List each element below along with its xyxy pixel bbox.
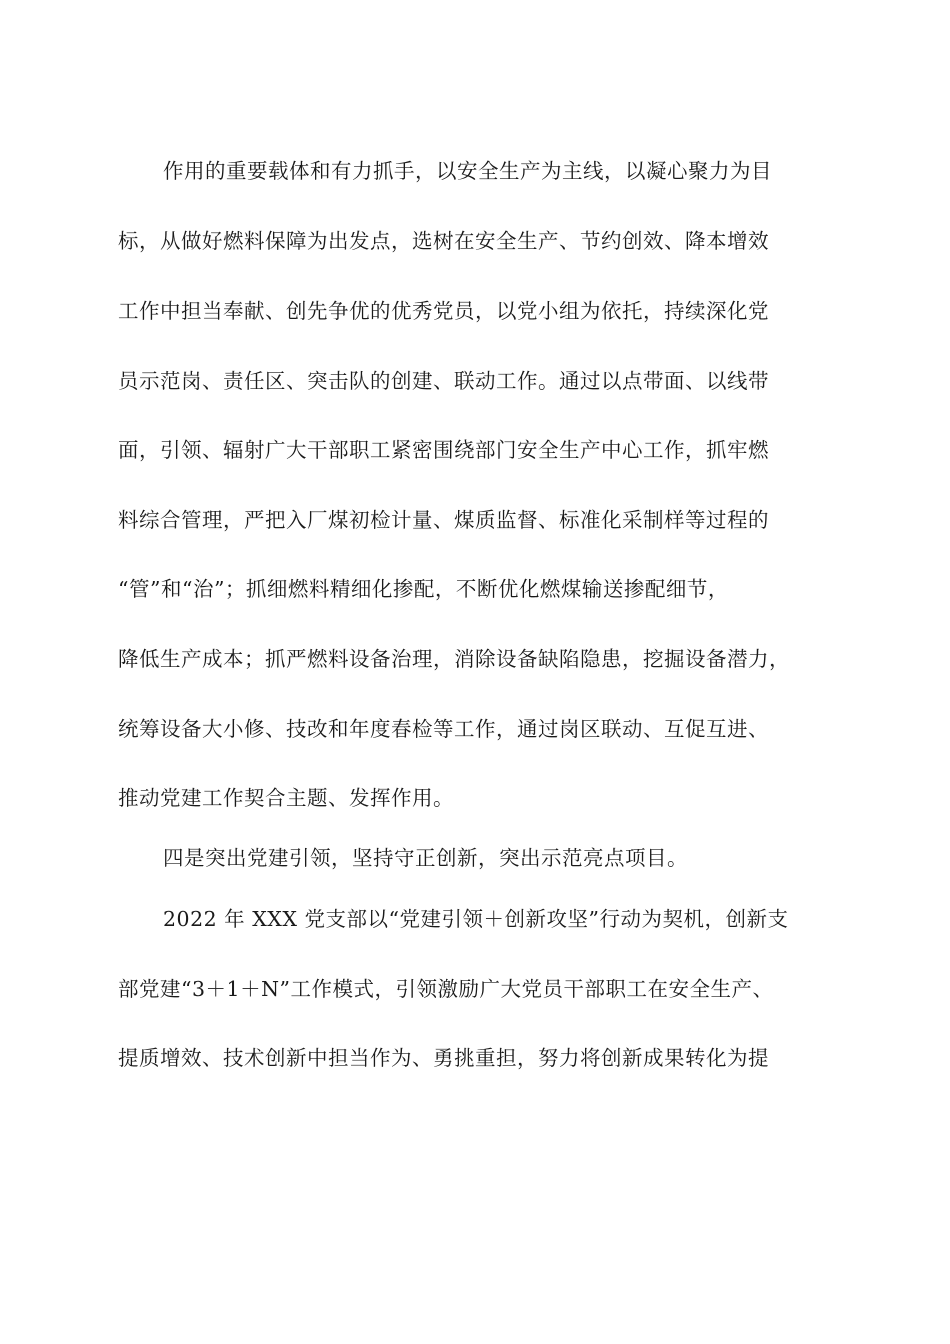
paragraph-line: 面，引领、辐射广大干部职工紧密围绕部门安全生产中心工作，抓牢燃 [118, 438, 769, 462]
paragraph-line: 工作中担当奉献、创先争优的优秀党员，以党小组为依托，持续深化党 [118, 299, 769, 323]
paragraph-line: “管”和“治”；抓细燃料精细化掺配，不断优化燃煤输送掺配细节， [118, 577, 729, 601]
paragraph-line: 提质增效、技术创新中担当作为、勇挑重担，努力将创新成果转化为提 [118, 1046, 769, 1070]
paragraph-line: 标，从做好燃料保障为出发点，选树在安全生产、节约创效、降本增效 [118, 229, 769, 253]
paragraph-line: 统筹设备大小修、技改和年度春检等工作，通过岗区联动、互促互进、 [118, 717, 769, 741]
paragraph-line: 部党建“3＋1＋N”工作模式，引领激励广大党员干部职工在安全生产、 [118, 977, 774, 1001]
paragraph-line: 作用的重要载体和有力抓手，以安全生产为主线，以凝心聚力为目 [163, 159, 772, 183]
paragraph-line: 2022 年 XXX 党支部以“党建引领＋创新攻坚”行动为契机，创新支 [163, 907, 789, 931]
paragraph-line: 员示范岗、责任区、突击队的创建、联动工作。通过以点带面、以线带 [118, 369, 769, 393]
paragraph-line: 料综合管理，严把入厂煤初检计量、煤质监督、标准化采制样等过程的 [118, 508, 769, 532]
heading-line: 四是突出党建引领，坚持守正创新，突出示范亮点项目。 [163, 846, 688, 870]
paragraph-line: 降低生产成本；抓严燃料设备治理，消除设备缺陷隐患，挖掘设备潜力， [118, 647, 790, 671]
paragraph-line: 推动党建工作契合主题、发挥作用。 [118, 786, 454, 810]
